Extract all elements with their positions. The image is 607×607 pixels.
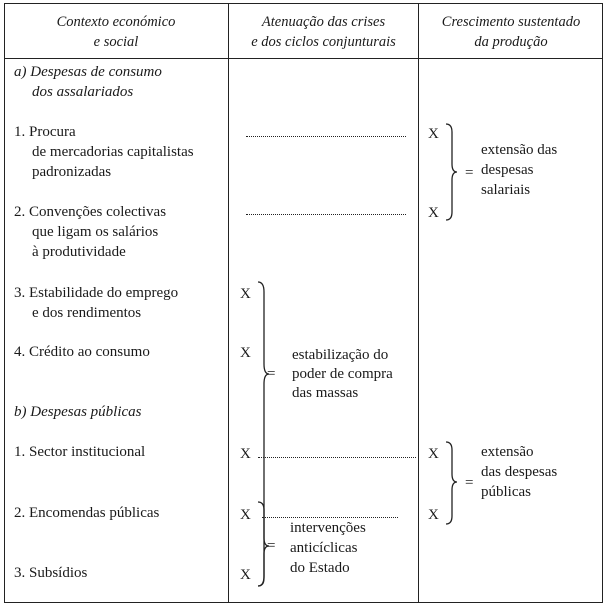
annotation-public-extension-line2: das despesas [481, 464, 558, 480]
mark-x-growth-row-b2: X [428, 507, 439, 523]
section-a-title: a) Despesas de consumo [14, 64, 162, 80]
annotation-state-interventions-line2: anticíclicas [290, 540, 358, 556]
row-b3-line1: 3. Subsídios [14, 565, 88, 581]
row-1-line1: 1. Procura [14, 124, 76, 140]
header-growth [419, 12, 603, 52]
annotation-wage-extension-line3: salariais [481, 182, 531, 198]
dotted-leader-row-1 [246, 136, 406, 138]
header-growth-line1: Crescimento sustentado [441, 14, 581, 30]
brace-public-extension [444, 440, 458, 526]
section-a-subtitle: dos assalariados [32, 84, 134, 100]
annotation-wage-extension-line1: extensão das [481, 142, 558, 158]
mark-x-attenuation-row-4: X [240, 345, 251, 361]
mark-x-attenuation-row-3: X [240, 286, 251, 302]
column-divider-2 [418, 3, 419, 603]
header-context [4, 12, 228, 52]
row-3-line2: e dos rendimentos [32, 305, 142, 321]
equals-state-interventions: = [267, 538, 276, 554]
header-attenuation-line1: Atenuação das crises [261, 14, 386, 30]
header-attenuation-line2: e dos ciclos conjunturais [251, 34, 396, 50]
mark-x-attenuation-row-b3: X [240, 567, 251, 583]
row-2-line2: que ligam os salários [32, 224, 159, 240]
row-4-line1: 4. Crédito ao consumo [14, 344, 150, 360]
dotted-leader-row-b1 [258, 457, 416, 459]
column-divider-1 [228, 3, 229, 603]
annotation-purchasing-power-line1: estabilização do [292, 347, 389, 363]
mark-x-growth-row-b1: X [428, 446, 439, 462]
equals-purchasing-power: = [267, 366, 276, 382]
mark-x-attenuation-row-b1: X [240, 446, 251, 462]
section-b-title: b) Despesas públicas [14, 404, 142, 420]
annotation-purchasing-power-line3: das massas [292, 385, 359, 401]
annotation-public-extension-line1: extensão [481, 444, 534, 460]
row-1-line3: padronizadas [32, 164, 112, 180]
header-context-line2: e social [93, 34, 139, 50]
row-b2-line1: 2. Encomendas públicas [14, 505, 160, 521]
row-3-line1: 3. Estabilidade do emprego [14, 285, 179, 301]
header-growth-line2: da produção [474, 34, 548, 50]
dotted-leader-row-2 [246, 214, 406, 216]
header-attenuation [229, 12, 418, 52]
annotation-wage-extension-line2: despesas [481, 162, 534, 178]
mark-x-growth-row-1: X [428, 126, 439, 142]
annotation-state-interventions-line1: intervenções [290, 520, 366, 536]
equals-wage-extension: = [465, 165, 474, 181]
row-2-line3: à produtividade [32, 244, 126, 260]
annotation-purchasing-power-line2: poder de compra [292, 366, 393, 382]
header-context-line1: Contexto económico [56, 14, 176, 30]
row-1-line2: de mercadorias capitalistas [32, 144, 194, 160]
header-divider [4, 58, 603, 59]
annotation-state-interventions-line3: do Estado [290, 560, 350, 576]
brace-wage-extension [444, 122, 458, 222]
equals-public-extension: = [465, 475, 474, 491]
annotation-public-extension-line3: públicas [481, 484, 531, 500]
mark-x-attenuation-row-b2: X [240, 507, 251, 523]
row-2-line1: 2. Convenções colectivas [14, 204, 167, 220]
mark-x-growth-row-2: X [428, 205, 439, 221]
row-b1-line1: 1. Sector institucional [14, 444, 146, 460]
